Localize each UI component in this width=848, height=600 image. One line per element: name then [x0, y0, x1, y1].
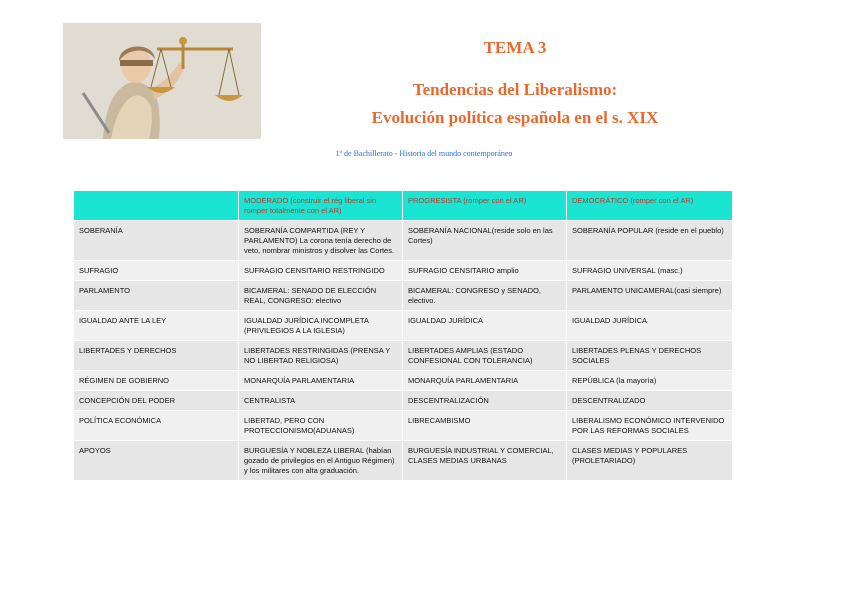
table-row [74, 341, 732, 370]
table-cell: PARLAMENTO UNICAMERAL(casi siempre) [567, 281, 732, 310]
table-cell: REPÚBLICA (la mayoría) [567, 371, 732, 390]
table-cell: IGUALDAD JURÍDICA [567, 311, 732, 340]
table-row [74, 411, 732, 440]
table-cell: SOBERANÍA POPULAR (reside en el pueblo) [567, 221, 732, 260]
table-row [74, 221, 732, 260]
row-label: IGUALDAD ANTE LA LEY [74, 311, 238, 340]
table-row [74, 281, 732, 310]
row-label: SUFRAGIO [74, 261, 238, 280]
table-header-row [74, 191, 732, 220]
row-label: CONCEPCIÓN DEL PODER [74, 391, 238, 410]
table-cell: IGUALDAD JURÍDICA [403, 311, 566, 340]
table-cell: SUFRAGIO CENSITARIO amplio [403, 261, 566, 280]
row-label: APOYOS [74, 441, 238, 480]
row-label: SOBERANÍA [74, 221, 238, 260]
row-label: PARLAMENTO [74, 281, 238, 310]
table-cell: IGUALDAD JURÍDICA INCOMPLETA (PRIVILEGIOS A LA IGLESIA) [239, 311, 402, 340]
title-line-1: Tendencias del Liberalismo: [412, 80, 618, 99]
table-row [74, 261, 732, 280]
table-row [74, 441, 732, 480]
row-label: RÉGIMEN DE GOBIERNO [74, 371, 238, 390]
table-cell: SOBERANÍA NACIONAL(reside solo en las Cortes) [403, 221, 566, 260]
title-block [300, 36, 730, 128]
justice-statue-image [63, 23, 261, 139]
subtitle: 1º de Bachillerato - Historia del mundo contemporáneo [335, 149, 513, 158]
table-cell: LIBERTADES RESTRINGIDAS (PRENSA Y NO LIBERTAD RELIGIOSA) [239, 341, 402, 370]
table-cell: LIBERTADES AMPLIAS (ESTADO CONFESIONAL CON TOLERANCIA) [403, 341, 566, 370]
table-cell: LIBRECAMBISMO [403, 411, 566, 440]
table-cell: SUFRAGIO UNIVERSAL (masc.) [567, 261, 732, 280]
table-cell: BICAMERAL: CONGRESO y SENADO, electivo. [403, 281, 566, 310]
table-cell: LIBERALISMO ECONÓMICO INTERVENIDO POR LAS REFORMAS SOCIALES [567, 411, 732, 440]
header-cell-progresista: PROGRESISTA (romper con el AR) [403, 191, 566, 220]
row-label: POLÍTICA ECONÓMICA [74, 411, 238, 440]
table-cell: DESCENTRALIZACIÓN [403, 391, 566, 410]
table-cell: SUFRAGIO CENSITARIO RESTRINGIDO [239, 261, 402, 280]
table-cell: BURGUESÍA Y NOBLEZA LIBERAL (habían gozado de privilegios en el Antiguo Régimen) y los militares con alta graduación. [239, 441, 402, 480]
table-cell: BICAMERAL: SENADO DE ELECCIÓN REAL, CONGRESO: electivo [239, 281, 402, 310]
table-cell: CENTRALISTA [239, 391, 402, 410]
table-row [74, 371, 732, 390]
title-line-2: Evolución política española en el s. XIX [371, 108, 659, 127]
table-cell: LIBERTADES PLENAS Y DERECHOS SOCIALES [567, 341, 732, 370]
table-row [74, 311, 732, 340]
header-cell-democratico: DEMOCRÁTICO (romper con el AR) [567, 191, 732, 220]
header-cell-moderado: MODERADO (construir el rég liberal sin romper totalmente con el AR) [239, 191, 402, 220]
row-label: LIBERTADES Y DERECHOS [74, 341, 238, 370]
table-cell: MONARQUÍA PARLAMENTARIA [403, 371, 566, 390]
table-cell: MONARQUÍA PARLAMENTARIA [239, 371, 402, 390]
tema-heading: TEMA 3 [483, 38, 547, 57]
table-cell: LIBERTAD, PERO CON PROTECCIONISMO(ADUANAS) [239, 411, 402, 440]
lady-justice-illustration [63, 23, 261, 139]
table-cell: SOBERANÍA COMPARTIDA (REY Y PARLAMENTO) La corona tenía derecho de veto, nombrar ministros y disolver las Cortes. [239, 221, 402, 260]
table-row [74, 391, 732, 410]
header-cell-empty [74, 191, 238, 220]
table-cell: CLASES MEDIAS Y POPULARES (PROLETARIADO) [567, 441, 732, 480]
comparison-table [73, 190, 733, 481]
table-cell: BURGUESÍA INDUSTRIAL Y COMERCIAL, CLASES MEDIAS URBANAS [403, 441, 566, 480]
table-cell: DESCENTRALIZADO [567, 391, 732, 410]
